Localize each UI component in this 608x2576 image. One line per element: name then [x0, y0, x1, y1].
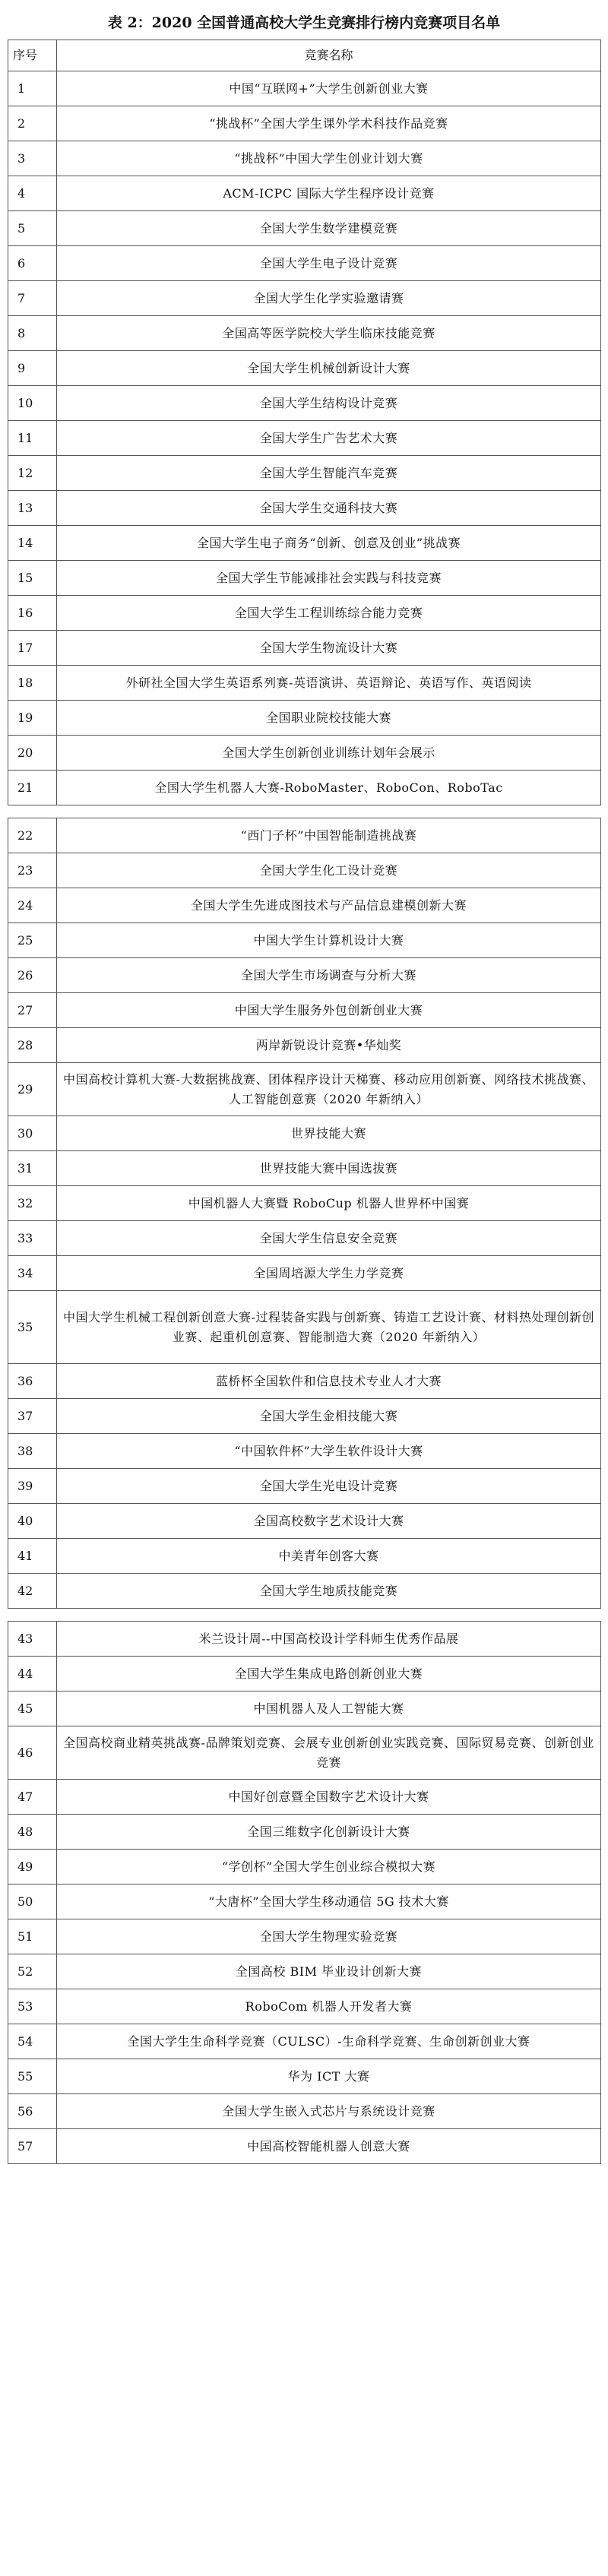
row-number: 49 [8, 1850, 57, 1885]
competition-table [8, 818, 601, 1609]
competition-name: 全国大学生化学实验邀请赛 [57, 281, 601, 316]
competition-name: 全国大学生节能减排社会实践与科技竞赛 [57, 561, 601, 596]
table-row [8, 1221, 601, 1256]
table-separator [8, 1609, 600, 1621]
competition-name: 中国机器人及人工智能大赛 [57, 1691, 601, 1726]
competition-name: 世界技能大赛中国选拔赛 [57, 1151, 601, 1186]
competition-name: 中国高校智能机器人创意大赛 [57, 2129, 601, 2164]
row-number: 14 [8, 526, 57, 561]
row-number: 3 [8, 141, 57, 176]
row-number: 11 [8, 421, 57, 456]
row-number: 17 [8, 631, 57, 666]
competition-name: 蓝桥杯全国软件和信息技术专业人才大赛 [57, 1364, 601, 1399]
table-row [8, 1780, 601, 1815]
competition-name: 全国大学生交通科技大赛 [57, 491, 601, 526]
row-number: 5 [8, 211, 57, 246]
competition-name: 全国大学生机器人大赛-RoboMaster、RoboCon、RoboTac [57, 771, 601, 805]
table-row [8, 1989, 601, 2024]
row-number: 52 [8, 1954, 57, 1989]
competition-name: 中国大学生计算机设计大赛 [57, 923, 601, 958]
table-row [8, 596, 601, 631]
row-number: 47 [8, 1780, 57, 1815]
table-row [8, 771, 601, 805]
row-number: 38 [8, 1434, 57, 1469]
row-number: 43 [8, 1622, 57, 1657]
row-number: 28 [8, 1028, 57, 1063]
row-number: 46 [8, 1726, 57, 1780]
competition-name: 全国大学生结构设计竞赛 [57, 386, 601, 421]
row-number: 18 [8, 666, 57, 701]
row-number: 7 [8, 281, 57, 316]
row-number: 33 [8, 1221, 57, 1256]
table-row [8, 1256, 601, 1291]
row-number: 26 [8, 958, 57, 993]
row-number: 22 [8, 818, 57, 853]
table-row [8, 701, 601, 736]
competition-name: “大唐杯”全国大学生移动通信 5G 技术大赛 [57, 1885, 601, 1919]
row-number: 30 [8, 1116, 57, 1151]
competition-name: 全国大学生机械创新设计大赛 [57, 351, 601, 386]
row-number: 16 [8, 596, 57, 631]
table-row [8, 853, 601, 888]
competition-tables [8, 40, 600, 2164]
row-number: 51 [8, 1919, 57, 1954]
row-number: 36 [8, 1364, 57, 1399]
row-number: 41 [8, 1539, 57, 1574]
table-row [8, 561, 601, 596]
competition-name: 全国周培源大学生力学竞赛 [57, 1256, 601, 1291]
table-row [8, 1151, 601, 1186]
competition-name: 世界技能大赛 [57, 1116, 601, 1151]
table-row [8, 1028, 601, 1063]
row-number: 37 [8, 1399, 57, 1434]
table-row [8, 1434, 601, 1469]
competition-name: RoboCom 机器人开发者大赛 [57, 1989, 601, 2024]
table-row [8, 993, 601, 1028]
table-row [8, 1291, 601, 1364]
table-row [8, 1726, 601, 1780]
competition-table [8, 1621, 601, 2164]
row-number: 56 [8, 2094, 57, 2129]
table-row [8, 176, 601, 211]
table-row [8, 526, 601, 561]
competition-name: 全国大学生光电设计竞赛 [57, 1469, 601, 1504]
row-number: 20 [8, 736, 57, 771]
competition-table [8, 40, 601, 805]
competition-name: 全国大学生化工设计竞赛 [57, 853, 601, 888]
table-row [8, 1469, 601, 1504]
table-row [8, 141, 601, 176]
row-number: 57 [8, 2129, 57, 2164]
table-row [8, 2129, 601, 2164]
row-number: 48 [8, 1815, 57, 1850]
table-row [8, 106, 601, 141]
table-row [8, 666, 601, 701]
competition-name: 全国大学生广告艺术大赛 [57, 421, 601, 456]
row-number: 9 [8, 351, 57, 386]
table-row [8, 1186, 601, 1221]
competition-name: 中国大学生机械工程创新创意大赛-过程装备实践与创新赛、铸造工艺设计赛、材料热处理创新创业赛、起重机创意赛、智能制造大赛（2020 年新纳入） [57, 1291, 601, 1364]
row-number: 35 [8, 1291, 57, 1364]
competition-name: 全国大学生地质技能竞赛 [57, 1574, 601, 1609]
competition-name: 全国高等医学院校大学生临床技能竞赛 [57, 316, 601, 351]
row-number: 55 [8, 2059, 57, 2094]
row-number: 25 [8, 923, 57, 958]
competition-name: 全国职业院校技能大赛 [57, 701, 601, 736]
table-row [8, 1919, 601, 1954]
row-number: 27 [8, 993, 57, 1028]
row-number: 10 [8, 386, 57, 421]
table-row [8, 1539, 601, 1574]
row-number: 50 [8, 1885, 57, 1919]
row-number: 54 [8, 2024, 57, 2059]
table-row [8, 631, 601, 666]
row-number: 45 [8, 1691, 57, 1726]
competition-name: 全国大学生信息安全竞赛 [57, 1221, 601, 1256]
row-number: 39 [8, 1469, 57, 1504]
table-row [8, 281, 601, 316]
table-row [8, 211, 601, 246]
competition-name: 中国机器人大赛暨 RoboCup 机器人世界杯中国赛 [57, 1186, 601, 1221]
competition-name: 全国大学生嵌入式芯片与系统设计竞赛 [57, 2094, 601, 2129]
table-row [8, 386, 601, 421]
competition-name: 全国大学生电子商务“创新、创意及创业”挑战赛 [57, 526, 601, 561]
table-row [8, 2024, 601, 2059]
table-row [8, 456, 601, 491]
table-row [8, 1504, 601, 1539]
table-row [8, 736, 601, 771]
table-row [8, 351, 601, 386]
competition-name: 全国大学生金相技能大赛 [57, 1399, 601, 1434]
table-row [8, 1364, 601, 1399]
table-row [8, 1063, 601, 1116]
competition-name: 中美青年创客大赛 [57, 1539, 601, 1574]
competition-name: 全国大学生创新创业训练计划年会展示 [57, 736, 601, 771]
row-number: 1 [8, 71, 57, 106]
table-row [8, 316, 601, 351]
row-number: 4 [8, 176, 57, 211]
competition-name: “西门子杯”中国智能制造挑战赛 [57, 818, 601, 853]
competition-name: 中国高校计算机大赛-大数据挑战赛、团体程序设计天梯赛、移动应用创新赛、网络技术挑战赛、人工智能创意赛（2020 年新纳入） [57, 1063, 601, 1116]
competition-name: 全国高校 BIM 毕业设计创新大赛 [57, 1954, 601, 1989]
table-row [8, 71, 601, 106]
header-competition-name: 竞赛名称 [57, 40, 601, 71]
competition-name: “学创杯”全国大学生创业综合模拟大赛 [57, 1850, 601, 1885]
competition-name: 外研社全国大学生英语系列赛-英语演讲、英语辩论、英语写作、英语阅读 [57, 666, 601, 701]
competition-name: “中国软件杯”大学生软件设计大赛 [57, 1434, 601, 1469]
row-number: 31 [8, 1151, 57, 1186]
table-row [8, 1954, 601, 1989]
competition-name: “挑战杯”全国大学生课外学术科技作品竞赛 [57, 106, 601, 141]
table-row [8, 1622, 601, 1657]
table-row [8, 818, 601, 853]
row-number: 24 [8, 888, 57, 923]
row-number: 44 [8, 1657, 57, 1691]
competition-name: 中国好创意暨全国数字艺术设计大赛 [57, 1780, 601, 1815]
row-number: 32 [8, 1186, 57, 1221]
table-row [8, 421, 601, 456]
competition-name: 全国大学生数学建模竞赛 [57, 211, 601, 246]
competition-name: 全国高校商业精英挑战赛-品牌策划竞赛、会展专业创新创业实践竞赛、国际贸易竞赛、创新创业竞赛 [57, 1726, 601, 1780]
table-separator [8, 805, 600, 818]
row-number: 6 [8, 246, 57, 281]
competition-name: 米兰设计周--中国高校设计学科师生优秀作品展 [57, 1622, 601, 1657]
table-row [8, 2094, 601, 2129]
competition-name: 全国三维数字化创新设计大赛 [57, 1815, 601, 1850]
competition-name: “挑战杯”中国大学生创业计划大赛 [57, 141, 601, 176]
competition-name: 华为 ICT 大赛 [57, 2059, 601, 2094]
table-row [8, 888, 601, 923]
table-row [8, 1885, 601, 1919]
table-row [8, 491, 601, 526]
row-number: 8 [8, 316, 57, 351]
row-number: 34 [8, 1256, 57, 1291]
row-number: 42 [8, 1574, 57, 1609]
competition-name: 中国大学生服务外包创新创业大赛 [57, 993, 601, 1028]
competition-name: 全国大学生生命科学竞赛（CULSC）-生命科学竞赛、生命创新创业大赛 [57, 2024, 601, 2059]
table-row [8, 1574, 601, 1609]
table-row [8, 958, 601, 993]
table-row [8, 246, 601, 281]
table-row [8, 1657, 601, 1691]
row-number: 29 [8, 1063, 57, 1116]
row-number: 21 [8, 771, 57, 805]
table-row [8, 1691, 601, 1726]
competition-name: 全国大学生电子设计竞赛 [57, 246, 601, 281]
row-number: 2 [8, 106, 57, 141]
row-number: 23 [8, 853, 57, 888]
competition-name: 两岸新锐设计竞赛•华灿奖 [57, 1028, 601, 1063]
row-number: 53 [8, 1989, 57, 2024]
row-number: 13 [8, 491, 57, 526]
row-number: 12 [8, 456, 57, 491]
table-row [8, 1399, 601, 1434]
competition-name: 中国“互联网+”大学生创新创业大赛 [57, 71, 601, 106]
competition-name: 全国大学生集成电路创新创业大赛 [57, 1657, 601, 1691]
competition-name: ACM-ICPC 国际大学生程序设计竞赛 [57, 176, 601, 211]
competition-name: 全国大学生智能汽车竞赛 [57, 456, 601, 491]
table-row [8, 1850, 601, 1885]
table-row [8, 2059, 601, 2094]
competition-name: 全国大学生物流设计大赛 [57, 631, 601, 666]
competition-name: 全国高校数字艺术设计大赛 [57, 1504, 601, 1539]
table-caption: 表 2：2020 全国普通高校大学生竞赛排行榜内竞赛项目名单 [107, 14, 501, 31]
row-number: 15 [8, 561, 57, 596]
row-number: 19 [8, 701, 57, 736]
competition-name: 全国大学生工程训练综合能力竞赛 [57, 596, 601, 631]
row-number: 40 [8, 1504, 57, 1539]
table-row [8, 923, 601, 958]
competition-name: 全国大学生物理实验竞赛 [57, 1919, 601, 1954]
header-row [8, 40, 601, 71]
competition-name: 全国大学生先进成图技术与产品信息建模创新大赛 [57, 888, 601, 923]
competition-name: 全国大学生市场调查与分析大赛 [57, 958, 601, 993]
table-row [8, 1815, 601, 1850]
header-number: 序号 [8, 40, 57, 71]
table-row [8, 1116, 601, 1151]
